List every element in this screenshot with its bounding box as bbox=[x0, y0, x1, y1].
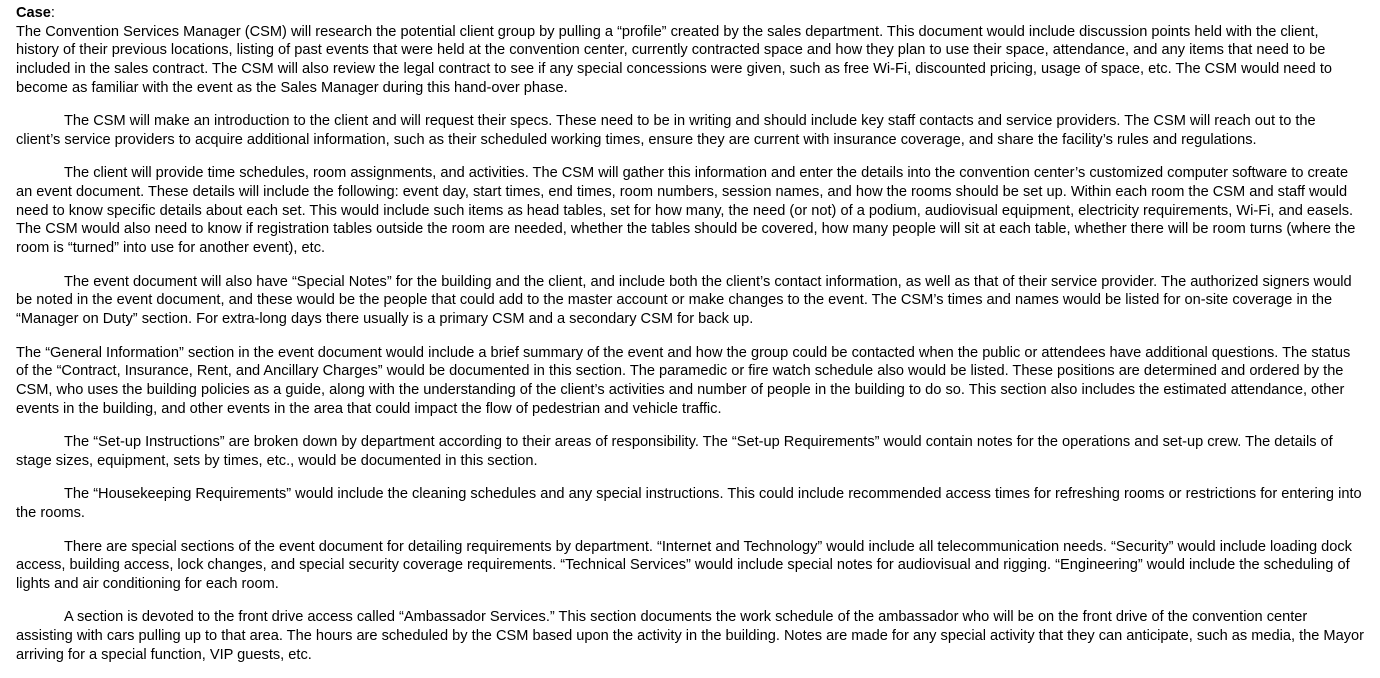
paragraph-5: The “General Information” section in the event document would include a brief summary of the event and how the group could be contacted when the public or attendees have additional questions. The status of the “Contract, Insurance, Rent, and Ancillary Charges” would be documented in this section. The paramedic or fire watch schedule also would be listed. These positions are determined and ordered by the CSM, who uses the building policies as a guide, along with the understanding of the client’s activities and number of people in the building to do so. This section also includes the estimated attendance, other events in the building, and other events in the area that could impact the flow of pedestrian and vehicle traffic. bbox=[16, 344, 1351, 417]
paragraph-1: The Convention Services Manager (CSM) will research the potential client group by pulling a “profile” created by the sales department. This document would include discussion points held with the client, history of their previous locations, listing of past events that were held at the convention center, currently contracted space and how they plan to use their space, attendance, and any items that need to be included in the sales contract. The CSM will also review the legal contract to see if any special concessions were given, such as free Wi-Fi, discounted pricing, usage of space, etc. The CSM would need to become as familiar with the event as the Sales Manager during this hand-over phase. bbox=[16, 23, 1332, 96]
paragraph-6: The “Set-up Instructions” are broken down by department according to their areas of responsibility. The “Set-up Requirements” would contain notes for the operations and set-up crew. The details of stage sizes, equipment, sets by times, etc., would be documented in this section. bbox=[16, 434, 1333, 469]
paragraph-9: A section is devoted to the front drive access called “Ambassador Services.” This section documents the work schedule of the ambassador who will be on the front drive of the convention center assisting with cars pulling up to that area. The hours are scheduled by the CSM based upon the activity in the building. Notes are made for any special activity that they can anticipate, such as media, the Mayor arriving for a special function, VIP guests, etc. bbox=[16, 609, 1364, 663]
case-colon: : bbox=[50, 5, 55, 21]
paragraph-4: The event document will also have “Special Notes” for the building and the client, and include both the client’s contact information, as well as that of their service provider. The authorized signers would be noted in the event document, and these would be the people that could add to the master account or make changes to the event. The CSM’s times and names would be listed for on-site coverage in the “Manager on Duty” section. For extra-long days there usually is a primary CSM and a secondary CSM for back up. bbox=[16, 273, 1352, 328]
paragraph-2: The CSM will make an introduction to the client and will request their specs. These need to be in writing and should include key staff contacts and service providers. The CSM will reach out to the client’s service providers to acquire additional information, such as their scheduled working times, ensure they are current with insurance coverage, and share the facility’s rules and regulations. bbox=[16, 113, 1316, 148]
paragraph-7: The “Housekeeping Requirements” would include the cleaning schedules and any special instructions. This could include recommended access times for refreshing rooms or restrictions for entering into the rooms. bbox=[16, 486, 1362, 522]
case-label: Case bbox=[16, 5, 51, 21]
paragraph-3: The client will provide time schedules, room assignments, and activities. The CSM will gather this information and enter the details into the convention center’s customized computer software to create an event document. These details will include the following: event day, start times, end times, room numbers, session names, and how the rooms should be set up. Within each room the CSM and staff would need to know specific details about each set. This would include such items as head tables, set for how many, the need (or not) of a podium, audiovisual equipment, electricity requirements, Wi-Fi, and easels. The CSM would also need to know if registration tables outside the room are needed, whether the tables should be covered, how many people will sit at each table, whether there will be room turns (where the room is “turned” into use for another event), etc. bbox=[16, 165, 1356, 257]
case-heading bbox=[16, 4, 1364, 23]
paragraph-8: There are special sections of the event document for detailing requirements by department. “Internet and Technology” would include all telecommunication needs. “Security” would include loading dock access, building access, lock changes, and special security coverage requirements. “Technical Services” would include special notes for audiovisual and rigging. “Engineering” would include the scheduling of lights and air conditioning for each room. bbox=[16, 538, 1352, 592]
